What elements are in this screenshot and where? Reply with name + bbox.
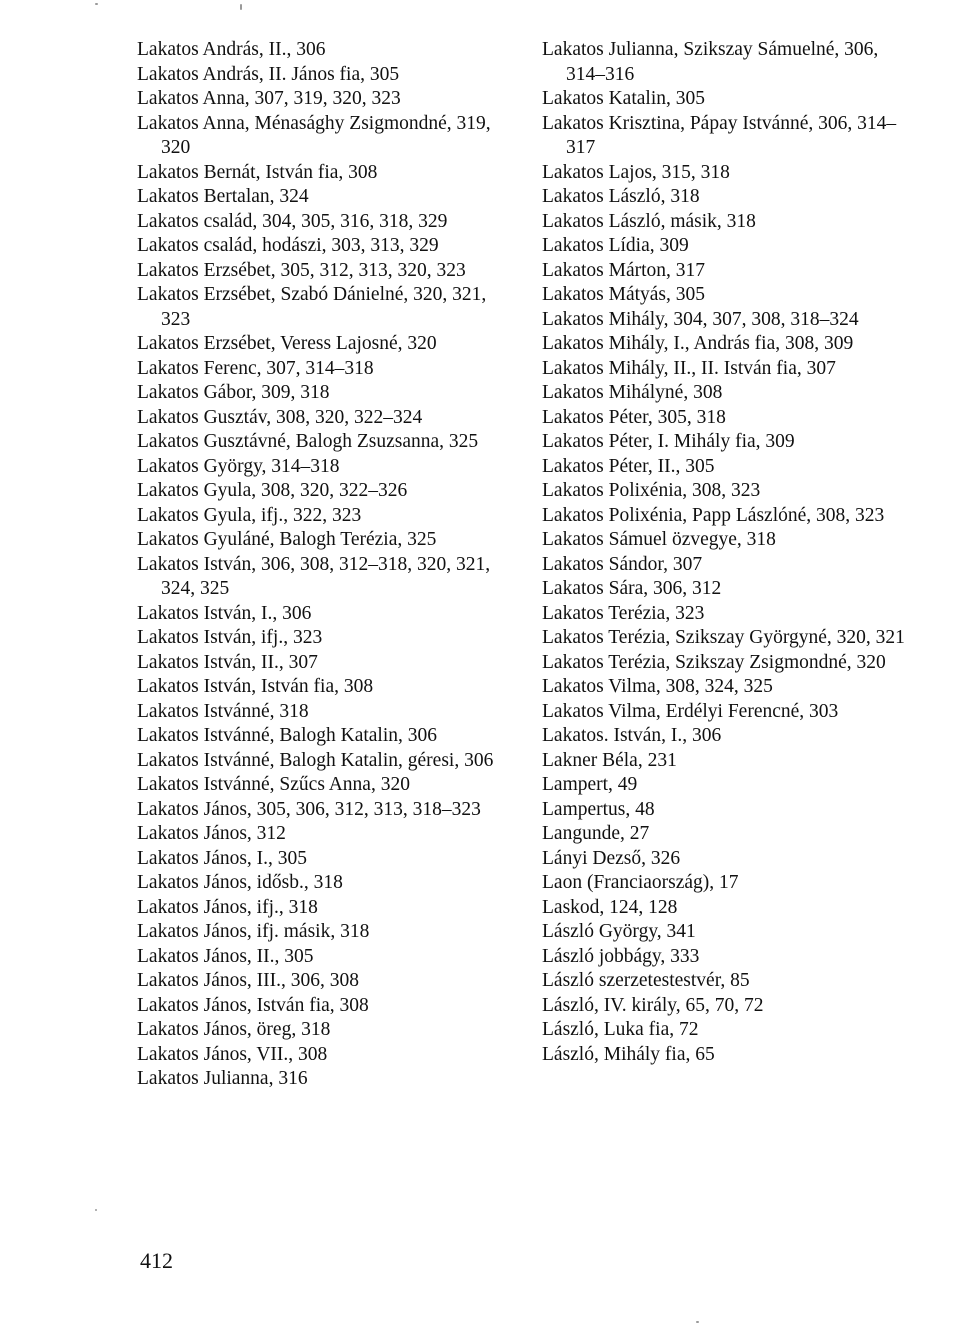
index-entry: Langunde, 27 bbox=[542, 823, 650, 844]
scan-speck bbox=[696, 1321, 699, 1323]
index-entry: Lakatos János, ifj., 318 bbox=[137, 896, 318, 918]
index-entry: Laskod, 124, 128 bbox=[542, 896, 678, 918]
index-entry: Lakatos Krisztina, Pápay Istvánné, 306, 314–317 bbox=[542, 112, 897, 158]
index-entry: Lakatos Sámuel özvegye, 318 bbox=[542, 529, 776, 550]
index-entry: Lakatos család, 304, 305, 316, 318, 329 bbox=[137, 210, 448, 232]
index-entry: Lakatos Terézia, 323 bbox=[542, 602, 705, 624]
index-entry: Lakatos Ferenc, 307, 314–318 bbox=[137, 357, 374, 379]
index-entry: Lakatos Bernát, István fia, 308 bbox=[137, 161, 378, 183]
index-entry: Lakatos Istvánné, Balogh Katalin, 306 bbox=[137, 725, 438, 746]
index-entry: Lakatos Péter, 305, 318 bbox=[542, 406, 726, 428]
index-entry: Lakatos Sándor, 307 bbox=[542, 553, 703, 575]
index-entry: Lányi Dezső, 326 bbox=[542, 847, 681, 869]
index-entry: Lakatos László, 318 bbox=[542, 186, 700, 207]
index-entry: Lakatos Terézia, Szikszay Györgyné, 320, 321 bbox=[542, 627, 905, 648]
index-entry: László szerzetestestvér, 85 bbox=[542, 970, 750, 991]
index-entry: Lakatos Polixénia, Papp Lászlóné, 308, 323 bbox=[542, 504, 885, 526]
index-entry: Lampertus, 48 bbox=[542, 798, 655, 820]
index-entry: Lakatos Mihály, I., András fia, 308, 309 bbox=[542, 333, 854, 354]
index-entry: Lakatos Mihály, 304, 307, 308, 318–324 bbox=[542, 308, 859, 330]
index-entry: Lakatos Gyula, ifj., 322, 323 bbox=[137, 504, 362, 526]
index-entry: Lakatos Erzsébet, 305, 312, 313, 320, 323 bbox=[137, 259, 466, 281]
index-entry: László jobbágy, 333 bbox=[542, 945, 700, 967]
index-entry: László, IV. király, 65, 70, 72 bbox=[542, 994, 764, 1016]
index-entry: László, Mihály fia, 65 bbox=[542, 1043, 715, 1065]
index-entry: Lakatos Sára, 306, 312 bbox=[542, 578, 722, 599]
index-entry: Lakatos András, II., 306 bbox=[137, 39, 326, 60]
scan-speck bbox=[95, 1209, 97, 1211]
index-entry: Lakatos Erzsébet, Szabó Dánielné, 320, 321, 323 bbox=[137, 284, 487, 330]
index-entry: Lakatos István, II., 307 bbox=[137, 651, 318, 673]
index-entry: Lakatos Katalin, 305 bbox=[542, 88, 705, 109]
index-entry: László György, 341 bbox=[542, 921, 696, 942]
index-entry: Lakatos Gyula, 308, 320, 322–326 bbox=[137, 480, 408, 501]
index-entry: Lakatos János, 312 bbox=[137, 823, 286, 844]
index-entry: Lakatos Istvánné, 318 bbox=[137, 700, 309, 722]
index-entry: Lakatos János, I., 305 bbox=[137, 847, 308, 869]
index-entry: Lakatos Gábor, 309, 318 bbox=[137, 382, 330, 403]
index-entry: Lakatos Anna, 307, 319, 320, 323 bbox=[137, 88, 401, 109]
index-entry: Lakatos Istvánné, Szűcs Anna, 320 bbox=[137, 774, 410, 795]
index-entry: Lakatos János, 305, 306, 312, 313, 318–323 bbox=[137, 798, 481, 820]
scan-speck bbox=[240, 4, 242, 10]
index-entry: Lakatos Lajos, 315, 318 bbox=[542, 161, 730, 183]
index-entry: Lakatos Anna, Ménasághy Zsigmondné, 319, 320 bbox=[137, 112, 491, 158]
index-entry: Lakatos Mihályné, 308 bbox=[542, 382, 723, 403]
index-entry: Lakner Béla, 231 bbox=[542, 749, 677, 771]
index-entry: Lakatos Lídia, 309 bbox=[542, 235, 689, 256]
index-entry: Lakatos Péter, II., 305 bbox=[542, 455, 715, 477]
index-entry: Lakatos Julianna, Szikszay Sámuelné, 306, 314–316 bbox=[542, 39, 879, 85]
index-entry: Lakatos János, III., 306, 308 bbox=[137, 970, 360, 991]
index-entry: Lakatos Mihály, II., II. István fia, 307 bbox=[542, 357, 836, 379]
index-entry: László, Luka fia, 72 bbox=[542, 1019, 699, 1040]
index-entry: Lakatos Gusztáv, 308, 320, 322–324 bbox=[137, 406, 423, 428]
index-column-right bbox=[542, 38, 922, 1067]
index-entry: Lakatos István, István fia, 308 bbox=[137, 676, 374, 697]
index-entry: Lakatos György, 314–318 bbox=[137, 455, 340, 477]
index-entry: Lakatos Istvánné, Balogh Katalin, géresi, 306 bbox=[137, 749, 494, 771]
index-entry: Lakatos János, VII., 308 bbox=[137, 1043, 328, 1065]
index-entry: Lakatos Gusztávné, Balogh Zsuzsanna, 325 bbox=[137, 431, 479, 452]
index-entry: Lakatos Bertalan, 324 bbox=[137, 186, 309, 207]
index-entry: Lakatos István, ifj., 323 bbox=[137, 627, 323, 648]
index-entry: Lakatos János, II., 305 bbox=[137, 945, 314, 967]
index-entry: Lakatos István, I., 306 bbox=[137, 602, 312, 624]
index-entry: Lakatos Péter, I. Mihály fia, 309 bbox=[542, 431, 795, 452]
index-entry: Lakatos Gyuláné, Balogh Terézia, 325 bbox=[137, 529, 437, 550]
index-entry: Lakatos András, II. János fia, 305 bbox=[137, 63, 400, 85]
index-entry: Lakatos Julianna, 316 bbox=[137, 1068, 308, 1089]
index-entry: Lakatos János, idősb., 318 bbox=[137, 872, 343, 893]
index-entry: Lakatos Terézia, Szikszay Zsigmondné, 320 bbox=[542, 651, 886, 673]
page-number: 412 bbox=[140, 1248, 173, 1273]
index-column-left bbox=[137, 38, 507, 1092]
index-entry: Lakatos Mátyás, 305 bbox=[542, 284, 706, 305]
index-entry: Lakatos János, István fia, 308 bbox=[137, 994, 369, 1016]
index-entry: Lakatos János, ifj. másik, 318 bbox=[137, 921, 370, 942]
index-entry: Laon (Franciaország), 17 bbox=[542, 872, 739, 893]
index-entry: Lakatos István, 306, 308, 312–318, 320, 321, 324, 325 bbox=[137, 553, 491, 599]
index-entry: Lakatos László, másik, 318 bbox=[542, 210, 756, 232]
index-entry: Lakatos Polixénia, 308, 323 bbox=[542, 480, 761, 501]
index-entry: Lakatos család, hodászi, 303, 313, 329 bbox=[137, 235, 439, 256]
scan-speck bbox=[95, 3, 98, 5]
index-entry: Lakatos Márton, 317 bbox=[542, 259, 706, 281]
index-entry: Lakatos Vilma, Erdélyi Ferencné, 303 bbox=[542, 700, 839, 722]
index-entry: Lakatos János, öreg, 318 bbox=[137, 1019, 331, 1040]
index-entry: Lakatos. István, I., 306 bbox=[542, 725, 722, 746]
index-entry: Lakatos Erzsébet, Veress Lajosné, 320 bbox=[137, 333, 437, 354]
index-entry: Lampert, 49 bbox=[542, 774, 638, 795]
index-entry: Lakatos Vilma, 308, 324, 325 bbox=[542, 676, 773, 697]
